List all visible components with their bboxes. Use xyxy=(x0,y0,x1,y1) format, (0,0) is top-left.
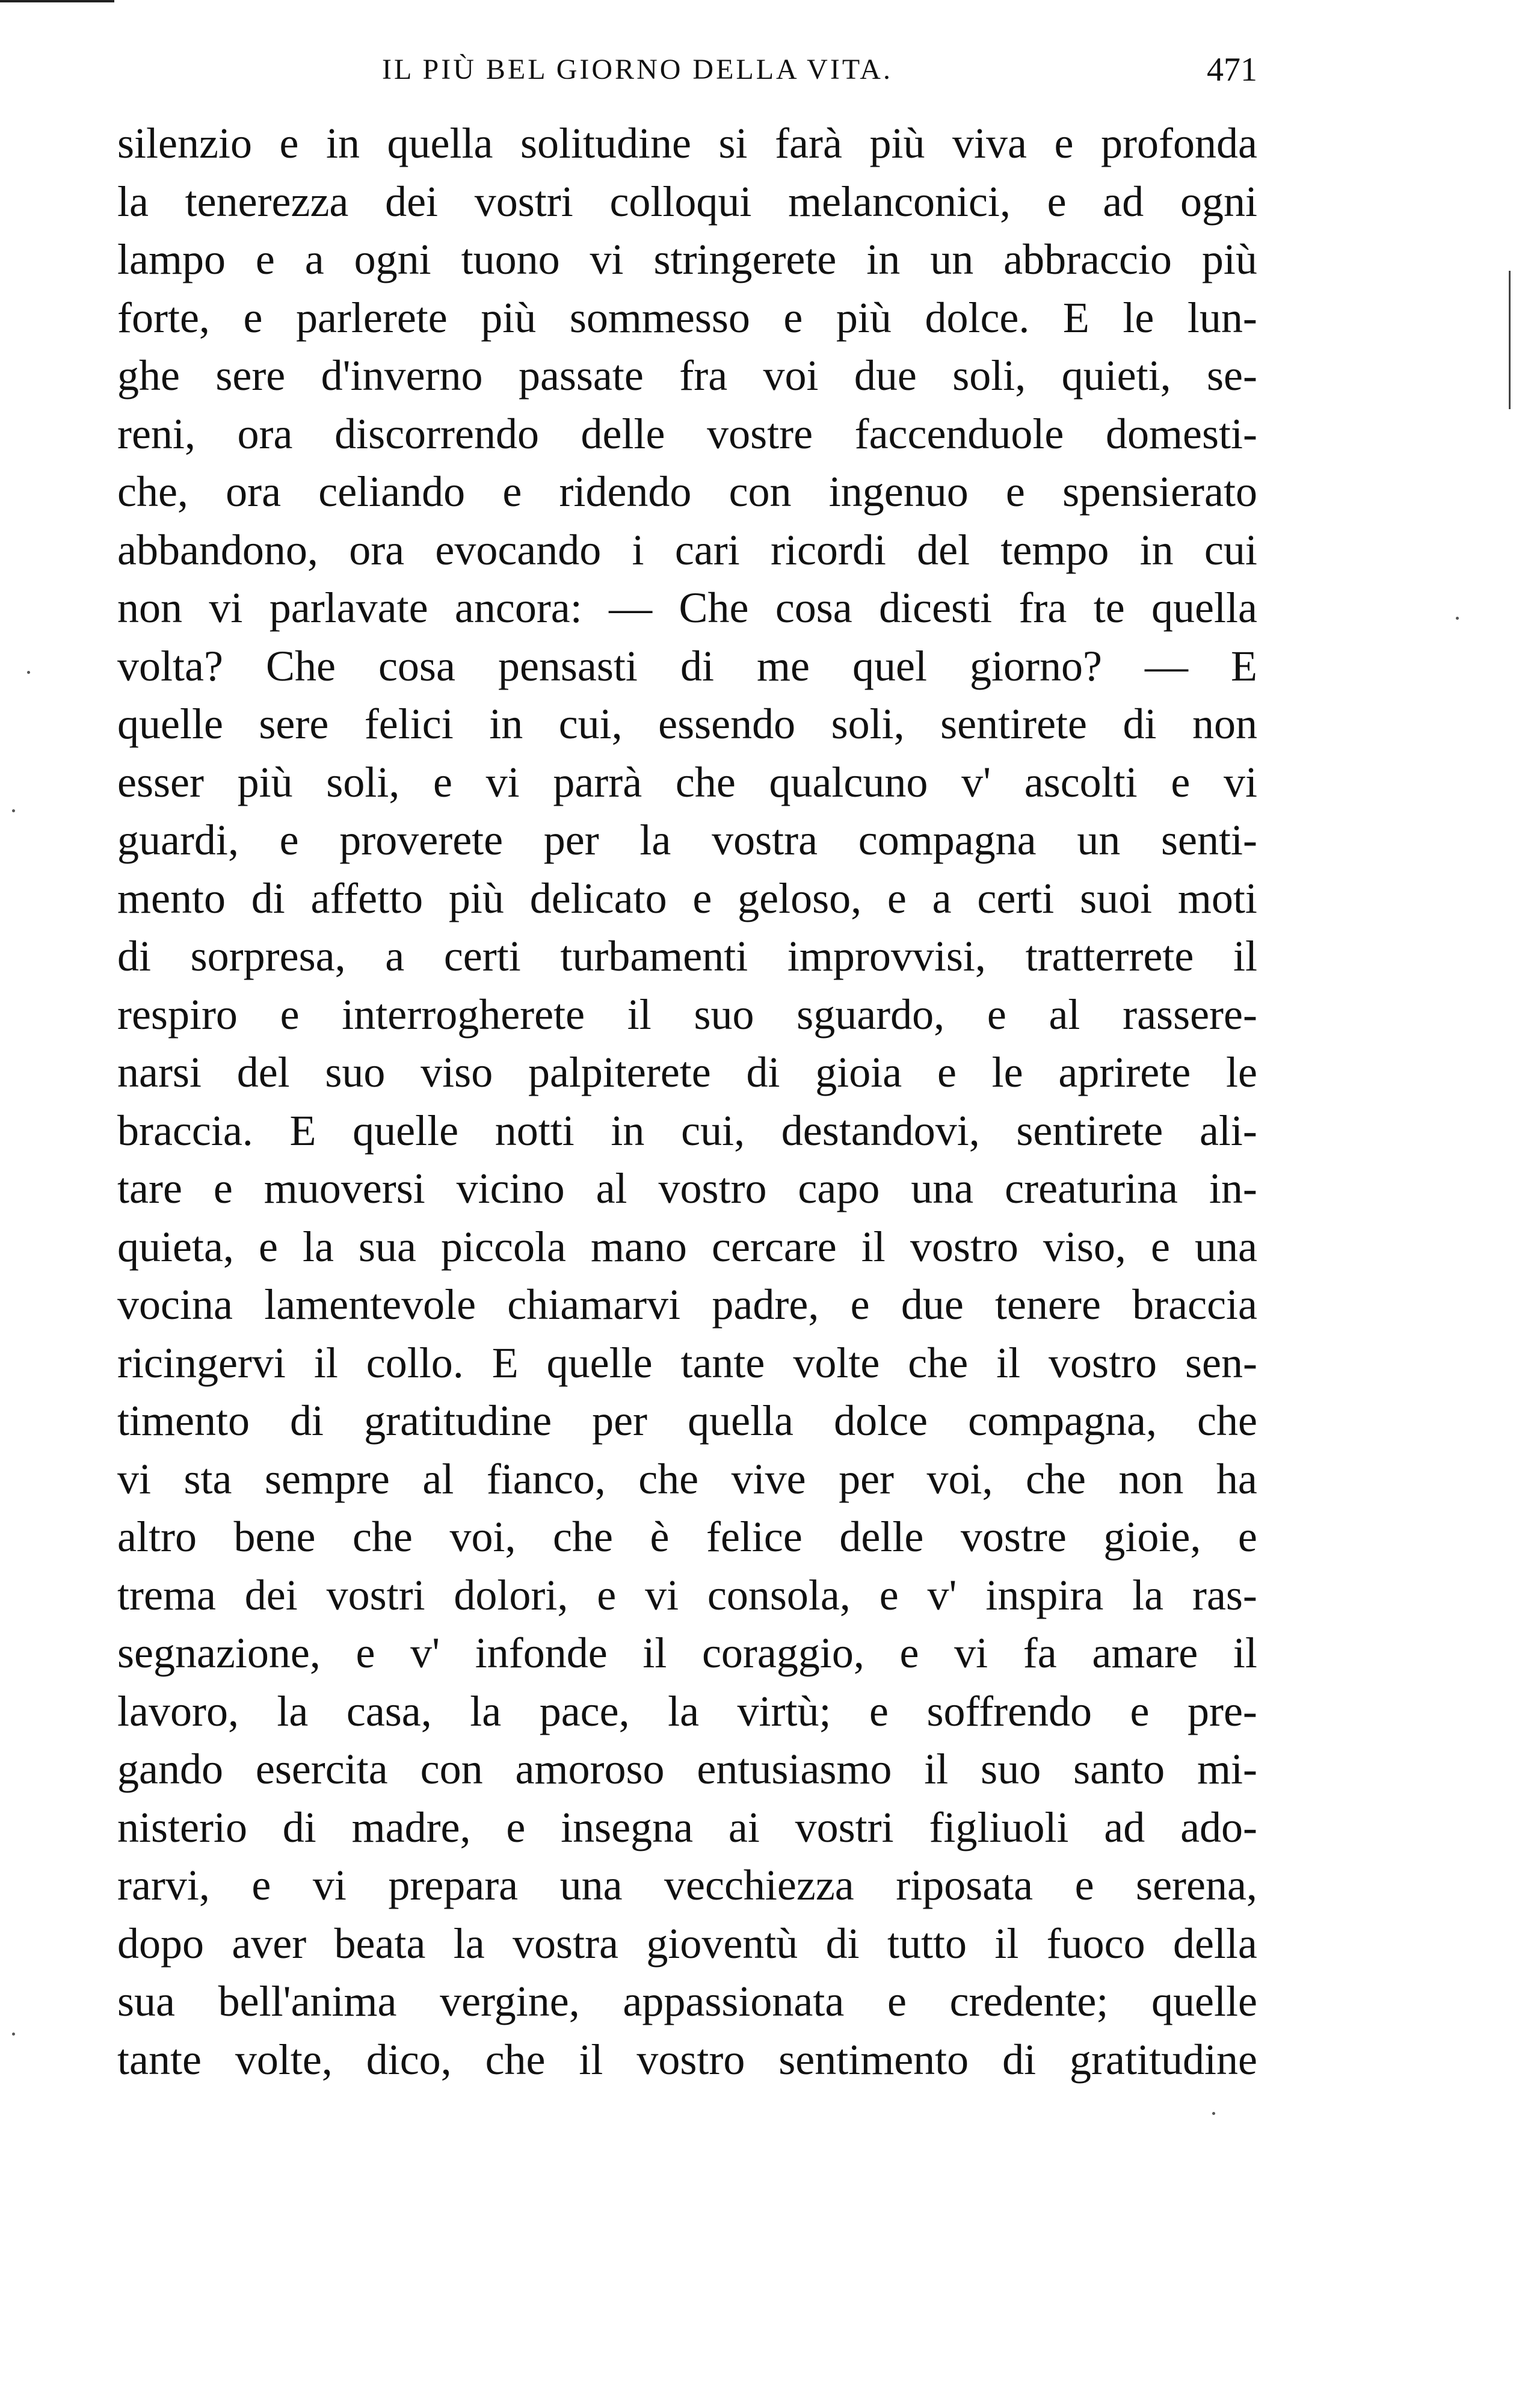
margin-speck xyxy=(1212,2112,1215,2115)
text-line: tare e muoversi vicino al vostro capo una creaturina in- xyxy=(117,1164,1257,1212)
text-line: timento di gratitudine per quella dolce compagna, che xyxy=(117,1397,1257,1445)
text-line: reni, ora discorrendo delle vostre faccenduole domesti- xyxy=(117,409,1257,458)
text-line: braccia. E quelle notti in cui, destandovi, sentirete ali- xyxy=(117,1106,1257,1155)
text-line: vi sta sempre al fianco, che vive per voi, che non ha xyxy=(117,1454,1257,1503)
text-line: gando esercita con amoroso entusiasmo il suo santo mi- xyxy=(117,1745,1257,1793)
body-text xyxy=(117,114,1257,2088)
page-number: 471 xyxy=(1207,51,1257,88)
text-line: quieta, e la sua piccola mano cercare il vostro viso, e una xyxy=(117,1222,1257,1271)
text-line: sua bell'anima vergine, appassionata e credente; quelle xyxy=(117,1977,1257,2025)
text-line: vocina lamentevole chiamarvi padre, e due tenere braccia xyxy=(117,1280,1257,1329)
text-line: che, ora celiando e ridendo con ingenuo e spensierato xyxy=(117,468,1257,516)
text-line: non vi parlavate ancora: — Che cosa dicesti fra te quella xyxy=(117,584,1257,632)
text-line: forte, e parlerete più sommesso e più dolce. E le lun- xyxy=(117,293,1257,342)
text-line: mento di affetto più delicato e geloso, e a certi suoi moti xyxy=(117,874,1257,922)
margin-speck xyxy=(12,809,15,812)
text-line: tante volte, dico, che il vostro sentimento di gratitudine xyxy=(117,2035,1257,2084)
text-line: abbandono, ora evocando i cari ricordi del tempo in cui xyxy=(117,525,1257,574)
margin-speck xyxy=(1456,617,1459,620)
text-line: ricingervi il collo. E quelle tante volte che il vostro sen- xyxy=(117,1338,1257,1387)
text-line: lavoro, la casa, la pace, la virtù; e soffrendo e pre- xyxy=(117,1687,1257,1735)
text-line: lampo e a ogni tuono vi stringerete in un abbraccio più xyxy=(117,235,1257,283)
text-line: guardi, e proverete per la vostra compagna un senti- xyxy=(117,816,1257,864)
text-line: rarvi, e vi prepara una vecchiezza riposata e serena, xyxy=(117,1861,1257,1909)
text-line: esser più soli, e vi parrà che qualcuno v' ascolti e vi xyxy=(117,758,1257,806)
text-line: dopo aver beata la vostra gioventù di tutto il fuoco della xyxy=(117,1919,1257,1968)
top-rule xyxy=(0,0,114,2)
text-line: nisterio di madre, e insegna ai vostri figliuoli ad ado- xyxy=(117,1803,1257,1851)
text-line: la tenerezza dei vostri colloqui melanconici, e ad ogni xyxy=(117,177,1257,226)
page-header xyxy=(117,52,1257,88)
text-line: altro bene che voi, che è felice delle vostre gioie, e xyxy=(117,1513,1257,1561)
text-line: segnazione, e v' infonde il coraggio, e vi fa amare il xyxy=(117,1629,1257,1677)
text-line: di sorpresa, a certi turbamenti improvvisi, tratterrete il xyxy=(117,932,1257,980)
text-line: respiro e interrogherete il suo sguardo, e al rassere- xyxy=(117,990,1257,1039)
text-line: volta? Che cosa pensasti di me quel giorno? — E xyxy=(117,641,1257,690)
margin-speck xyxy=(12,2033,15,2036)
running-title: IL PIÙ BEL GIORNO DELLA VITA. xyxy=(382,54,893,85)
text-line: quelle sere felici in cui, essendo soli, sentirete di non xyxy=(117,700,1257,748)
text-line: trema dei vostri dolori, e vi consola, e v' inspira la ras- xyxy=(117,1570,1257,1619)
margin-mark xyxy=(1509,271,1511,409)
text-line: narsi del suo viso palpiterete di gioia e le aprirete le xyxy=(117,1048,1257,1096)
text-line: silenzio e in quella solitudine si farà più viva e profonda xyxy=(117,119,1257,167)
margin-speck xyxy=(27,671,30,674)
text-line: ghe sere d'inverno passate fra voi due soli, quieti, se- xyxy=(117,351,1257,400)
